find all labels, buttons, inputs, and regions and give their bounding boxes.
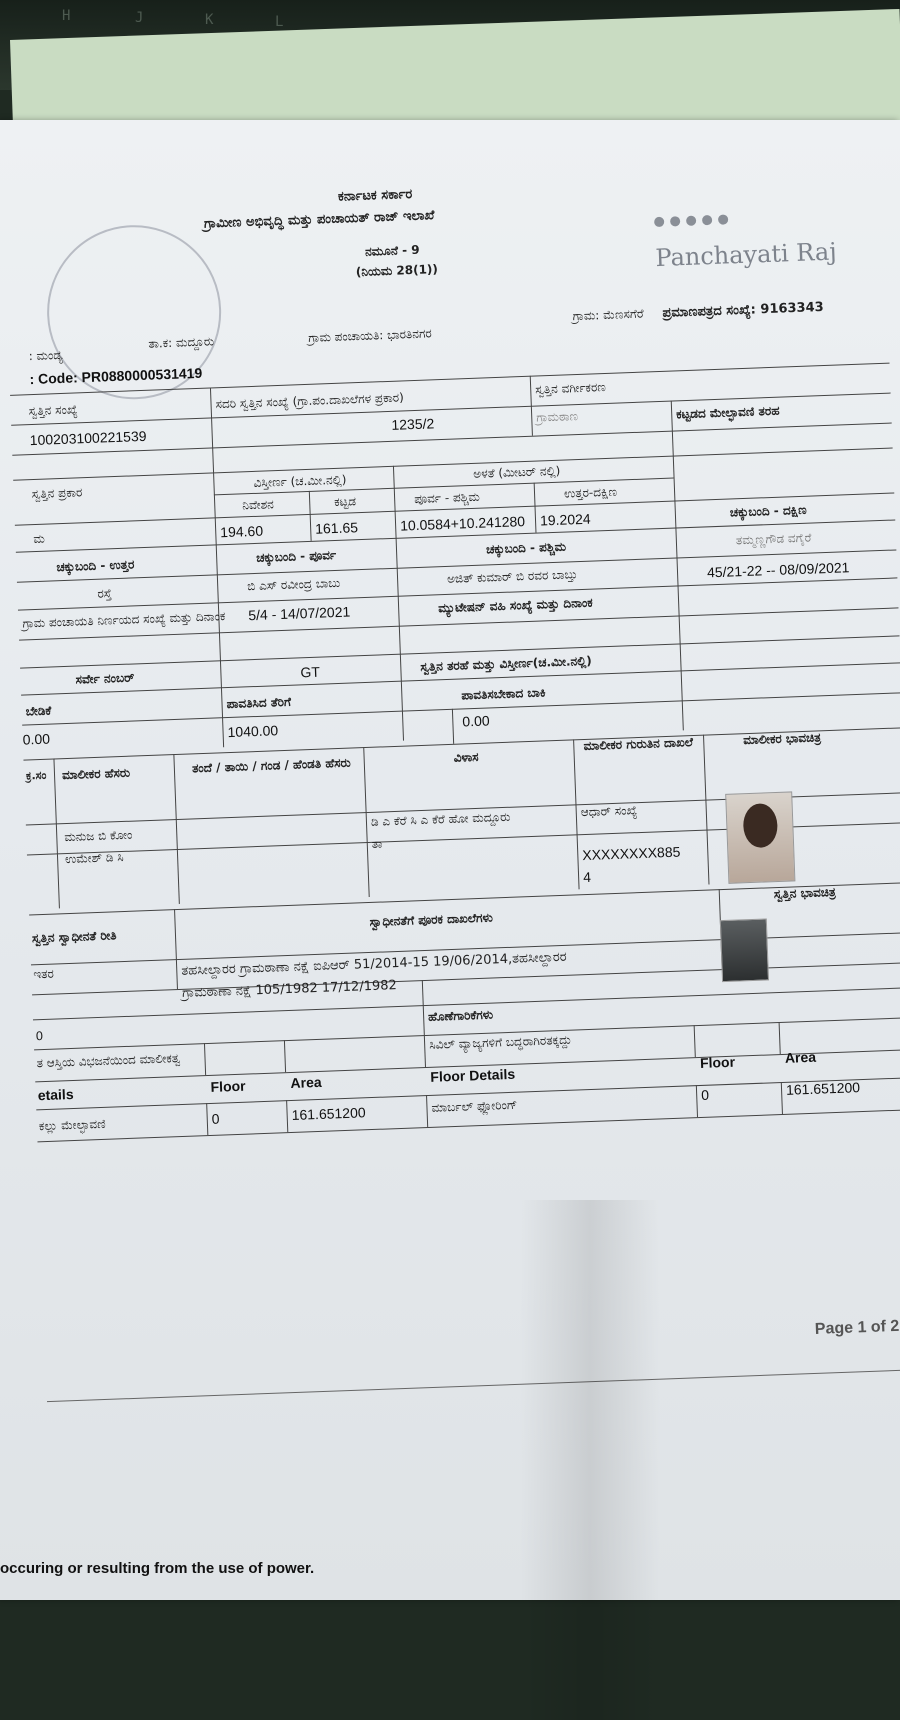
ownership-mode-label: ಸ್ವತ್ತಿನ ಸ್ವಾಧೀನತೆ ರೀತಿ bbox=[31, 928, 117, 946]
id-number-tail: 4 bbox=[582, 868, 592, 886]
rule bbox=[703, 735, 709, 885]
certificate-number: ಪ್ರಮಾಣಪತ್ರದ ಸಂಖ್ಯೆ: 9163343 bbox=[662, 299, 824, 321]
page-rule bbox=[47, 1369, 900, 1402]
due-value: 0.00 bbox=[462, 712, 490, 730]
due-label: ಪಾವತಿಸಬೇಕಾದ ಬಾಕಿ bbox=[461, 685, 546, 703]
paid-tax-label: ಪಾವತಿಸಿದ ತೆರಿಗೆ bbox=[226, 694, 292, 712]
fold-shadow bbox=[520, 1200, 660, 1720]
property-code: : Code: PR0880000531419 bbox=[29, 364, 203, 388]
paid-tax-value: 1040.00 bbox=[227, 722, 279, 741]
building-area: 161.65 bbox=[314, 519, 359, 537]
keycap: K bbox=[205, 12, 214, 28]
rule bbox=[29, 882, 900, 915]
liability-left-short: 0 bbox=[35, 1029, 44, 1044]
address-label: ವಿಳಾಸ bbox=[453, 749, 479, 765]
gp-property-number-label: ಸದರಿ ಸ್ವತ್ತಿನ ಸಂಖ್ಯೆ (ಗ್ರಾ.ಪಂ.ದಾಖಲೆಗಳ ಪ್ರಕಾರ) bbox=[215, 390, 405, 412]
rule bbox=[426, 1095, 428, 1127]
property-number-label: ಸ್ವತ್ತಿನ ಸಂಖ್ಯೆ bbox=[28, 402, 78, 419]
rule bbox=[13, 448, 892, 481]
id-number: XXXXXXXX885 bbox=[582, 843, 681, 864]
department-title: ಗ್ರಾಮೀಣ ಅಭಿವೃದ್ಧಿ ಮತ್ತು ಪಂಚಾಯತ್ ರಾಜ್ ಇಲಾಖೆ bbox=[203, 208, 435, 232]
rule bbox=[284, 1040, 286, 1072]
rule bbox=[573, 739, 579, 889]
id-document-label: ಮಾಲೀಕರ ಗುರುತಿನ ದಾಖಲೆ bbox=[583, 735, 694, 754]
property-no: 1235/2 bbox=[391, 415, 435, 433]
id-type: ಆಧಾರ್ ಸಂಖ್ಯೆ bbox=[580, 803, 638, 820]
demand-label: ಬೇಡಿಕೆ bbox=[25, 703, 52, 719]
floor-left: 0 bbox=[211, 1110, 220, 1127]
rule bbox=[779, 1022, 781, 1054]
liability-right-text: ಸಿವಿಲ್ ವ್ಯಾಜ್ಯಗಳಿಗೆ ಬದ್ಧರಾಗಿರತಕ್ಕದ್ದು bbox=[428, 1032, 572, 1052]
north-boundary: ರಸ್ತೆ bbox=[97, 586, 112, 601]
gram-panchayat: ಗ್ರಾಮ ಪಂಚಾಯತಿ: ಭಾರತಿನಗರ bbox=[307, 326, 433, 345]
district: : ಮಂಡ್ಯ bbox=[28, 347, 63, 364]
rule bbox=[206, 1103, 208, 1135]
owner-name-label: ಮಾಲೀಕರ ಹೆಸರು bbox=[61, 765, 131, 783]
north-south-label: ಉತ್ತರ-ದಕ್ಷಿಣ bbox=[563, 484, 618, 501]
address-line1: ಡಿ ಎ ಕೆರೆ ಸಿ ಎ ಕೆರೆ ಹೋ ಮದ್ದೂರು bbox=[370, 809, 511, 829]
form-rule: (ನಿಯಮ 28(1)) bbox=[355, 262, 439, 280]
property-type-label: ಸ್ವತ್ತಿನ ಪ್ರಕಾರ bbox=[31, 485, 83, 502]
demand-value: 0.00 bbox=[22, 730, 51, 748]
floor-detail-left: ಕಲ್ಲು ಮೇಲ್ಛಾವಣಿ bbox=[38, 1116, 106, 1134]
logo-text: Panchayati Raj bbox=[654, 237, 838, 273]
serial-label: ಕ್ರ.ಸಂ bbox=[25, 768, 47, 783]
building-label: ಕಟ್ಟಡ bbox=[333, 494, 357, 510]
relation-label: ತಂದೆ / ತಾಯಿ / ಗಂಡ / ಹೆಂಡತಿ ಹೆಸರು bbox=[191, 755, 351, 776]
west-boundary-label: ಚಕ್ಕುಬಂದಿ - ಪಶ್ಚಿಮ bbox=[485, 539, 567, 557]
property-nature-label: ಸ್ವತ್ತಿನ ತರಹೆ ಮತ್ತು ವಿಸ್ತೀರ್ಣ(ಚ.ಮೀ.ನಲ್ಲಿ) bbox=[420, 653, 592, 674]
classification-label: ಸ್ವತ್ತಿನ ವರ್ಗೀಕರಣ bbox=[534, 379, 607, 397]
rule bbox=[363, 747, 369, 897]
ownership-docs-label: ಸ್ವಾಧೀನತೆಗೆ ಪೂರಕ ದಾಖಲೆಗಳು bbox=[369, 910, 494, 929]
rule bbox=[210, 387, 224, 747]
document-paper bbox=[0, 120, 900, 1600]
rule bbox=[204, 1043, 206, 1075]
owner-name-line2: ಉಮೇಶ್ ಡಿ ಸಿ bbox=[64, 849, 124, 867]
keycap: L bbox=[275, 14, 284, 30]
address-line2: ತಾ bbox=[371, 836, 383, 851]
mutation-label: ಮ್ಯುಟೇಷನ್ ವಹಿ ಸಂಖ್ಯೆ ಮತ್ತು ದಿನಾಂಕ bbox=[437, 595, 593, 616]
floor-details-header-left: etails bbox=[37, 1085, 74, 1104]
east-west-label: ಪೂರ್ವ - ಪಶ್ಚಿಮ bbox=[413, 489, 481, 507]
owner-photo-label: ಮಾಲೀಕರ ಭಾವಚಿತ್ರ bbox=[742, 730, 822, 748]
rule bbox=[393, 466, 404, 741]
page-number: Page 1 of 2 bbox=[814, 1317, 900, 1338]
taluk: ತಾ.ಕ: ಮದ್ದೂರು bbox=[148, 334, 215, 351]
rule bbox=[53, 758, 59, 908]
area-right: 161.651200 bbox=[785, 1079, 861, 1098]
form-number: ನಮೂನೆ - 9 bbox=[364, 242, 420, 259]
ownership-mode-value: ಇತರ bbox=[33, 966, 55, 982]
area-label: ವಿಸ್ತೀರ್ಣ (ಚ.ಮೀ.ನಲ್ಲಿ) bbox=[253, 472, 347, 490]
mutation-value: 45/21-22 -- 08/09/2021 bbox=[706, 559, 850, 581]
rule bbox=[694, 1025, 696, 1057]
measurement-label: ಅಳತೆ (ಮೀಟರ್ ನಲ್ಲಿ) bbox=[473, 463, 561, 481]
keycap: J bbox=[135, 10, 144, 26]
floor-detail-right: ಮಾರ್ಬಲ್ ಫ್ಲೋರಿಂಗ್ bbox=[431, 1097, 518, 1115]
area-left: 161.651200 bbox=[291, 1104, 366, 1123]
floor-right: 0 bbox=[700, 1086, 710, 1103]
roof-type-label: ಕಟ್ಟಡದ ಮೇಲ್ಛಾವಣಿ ತರಹ bbox=[675, 403, 780, 422]
liabilities-label: ಹೊಣೆಗಾರಿಕೆಗಳು bbox=[427, 1007, 494, 1024]
rule bbox=[173, 754, 179, 904]
floor-header-left: Floor bbox=[210, 1077, 246, 1095]
gp-resolution-label: ಗ್ರಾಮ ಪಂಚಾಯತಿ ನಿರ್ಣಯದ ಸಂಖ್ಯೆ ಮತ್ತು ದಿನಾಂಕ bbox=[22, 609, 226, 631]
west-boundary: ಅಜಿತ್ ಕುಮಾರ್ ಬಿ ರವರ ಬಾಬ್ತು bbox=[446, 567, 578, 586]
rule bbox=[534, 483, 537, 533]
keycap: H bbox=[62, 8, 71, 24]
rule bbox=[781, 1082, 783, 1114]
liability-left-text: ತ ಆಸ್ತಿಯ ವಿಭಜನೆಯಿಂದ ಮಾಲೀಕತ್ವ bbox=[36, 1051, 181, 1071]
rule bbox=[309, 491, 312, 541]
panchayati-raj-logo bbox=[654, 209, 837, 272]
floor-details-header-right: Floor Details bbox=[430, 1065, 516, 1085]
east-boundary: ಬಿ ಎಸ್ ರವೀಂದ್ರ ಬಾಬು bbox=[246, 575, 341, 594]
site-area: 194.60 bbox=[219, 522, 264, 541]
row-marker: ಮ bbox=[33, 531, 46, 547]
rule bbox=[671, 401, 684, 731]
south-boundary: ತಮ್ಮಣ್ಣಗೌಡ ವಗೈರೆ bbox=[735, 530, 812, 548]
survey-number-value: GT bbox=[300, 663, 321, 681]
north-south-value: 19.2024 bbox=[539, 510, 591, 529]
south-boundary-label: ಚಕ್ಕುಬಂದಿ - ದಕ್ಷಿಣ bbox=[729, 502, 807, 520]
property-photo bbox=[720, 918, 769, 982]
logo-dots-icon bbox=[654, 209, 836, 230]
gp-resolution-value: 5/4 - 14/07/2021 bbox=[248, 603, 351, 624]
owner-face-icon bbox=[743, 803, 779, 848]
rule bbox=[286, 1100, 288, 1132]
property-id: 100203100221539 bbox=[29, 427, 147, 449]
rule bbox=[696, 1085, 698, 1117]
govt-title: ಕರ್ನಾಟಕ ಸರ್ಕಾರ bbox=[337, 186, 413, 205]
ownership-docs-line2: ಗ್ರಾಮಠಾಣಾ ನಕ್ಷೆ 105/1982 17/12/1982 bbox=[181, 978, 398, 1001]
rule bbox=[452, 709, 454, 744]
area-header-right: Area bbox=[784, 1048, 817, 1066]
survey-number-label: ಸರ್ವೇ ನಂಬರ್ bbox=[75, 670, 135, 687]
rule bbox=[174, 909, 178, 989]
footer-text: occuring or resulting from the use of power. bbox=[0, 1560, 315, 1577]
village: ಗ್ರಾಮ: ಮೆಣಸಗೆರೆ bbox=[572, 306, 644, 324]
property-photo-label: ಸ್ವತ್ತಿನ ಭಾವಚಿತ್ರ bbox=[773, 884, 836, 902]
owner-name-line1: ಮನುಜ ಬಿ ಕೋಂ bbox=[64, 827, 133, 845]
classification-value: ಗ್ರಾಮಠಾಣ bbox=[536, 409, 579, 425]
east-west-value: 10.0584+10.241280 bbox=[399, 513, 526, 534]
east-boundary-label: ಚಕ್ಕುಬಂದಿ - ಪೂರ್ವ bbox=[255, 547, 337, 565]
ownership-docs-line1: ತಹಸೀಲ್ದಾರರ ಗ್ರಾಮಠಾಣಾ ನಕ್ಷೆ ಐಪಿಆರ್ 51/2014-15 19/06/2014,ತಹಸೀಲ್ದಾರರ bbox=[181, 949, 567, 979]
form-9-document bbox=[0, 87, 900, 1599]
area-header-left: Area bbox=[290, 1073, 322, 1091]
rule bbox=[422, 980, 426, 1067]
north-boundary-label: ಚಕ್ಕುಬಂದಿ - ಉತ್ತರ bbox=[56, 557, 135, 575]
site-label: ನಿವೇಶನ bbox=[242, 497, 275, 513]
floor-header-right: Floor bbox=[699, 1053, 736, 1071]
owner-photo bbox=[725, 791, 795, 883]
